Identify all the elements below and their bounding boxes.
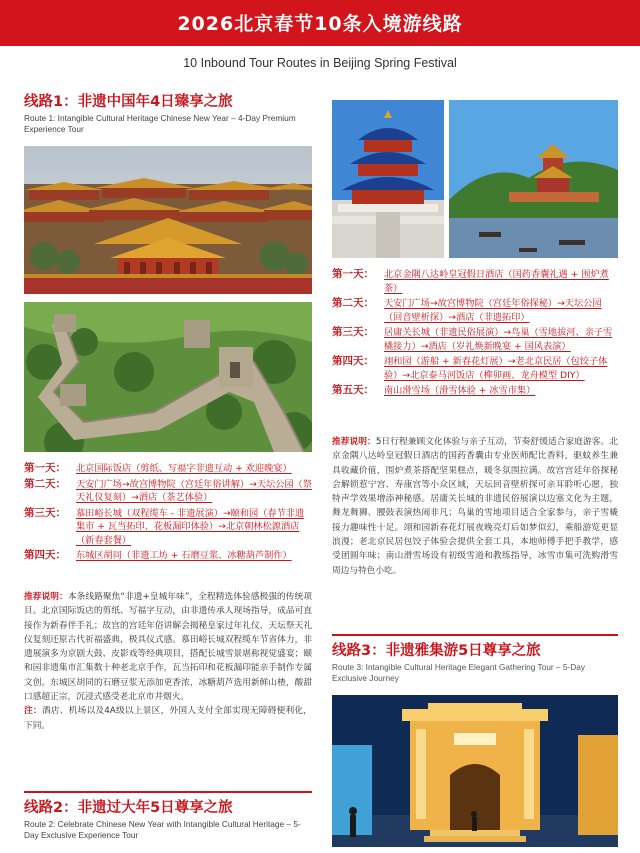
day-route: 北京金隅八达岭皇冠假日酒店（国药香囊礼遇 + 围炉煮茶） [384,269,609,294]
route3-divider [332,634,618,636]
forbidden-city-photo [24,146,312,294]
recommendation-label: 推荐说明： [24,592,68,602]
day-label: 第三天： [332,326,374,338]
day-label: 第一天： [332,268,374,280]
day-label: 第五天： [332,384,374,396]
note-label: 注： [24,706,42,717]
route1-subtitle: Route 1: Intangible Cultural Heritage Chinese New Year – 4-Day Premium Experience Tour [24,113,296,134]
day-label: 第一天： [24,462,66,474]
route2-heading [24,798,312,841]
day-label: 第二天： [24,477,66,490]
route2-day-1 [332,268,618,295]
route2-day-4 [332,355,618,382]
route1-day-1 [24,462,312,476]
recommendation-text: 5日行程兼顾文化体验与亲子互动，节奏舒缓适合家庭游客。北京金隅八达岭皇冠假日酒店的国药香囊由专业医师配比香料，驱蚊养生兼具收藏价值，围炉煮茶搭配坚果糕点，暖冬氛围拉满。故宫宫廷年俗探秘会解锁惹宁宫、寿康宫等小众区域，天坛回音壁析探可亲耳聆听心愿，独特声学效果增添神秘感。居庸关长城的非遗民俗展演以边塞文化为主题，舞龙舞狮、腰鼓表演热闹非凡；鸟巢的雪地项目适合全家参与，亲子雪橇接力趣味性十足。翊和园新春花灯展夜晚亮灯后如梦似幻，乘船游览更显浪漫；老北京民居包饺子体验会提供全套工具，本地师傅手把手教学，感受团圆年味；南山滑雪场设有初级雪道和教练指导，冰雪市集可洗购滑雪周边与特色小吃。 [332,437,619,576]
temple-icon [332,100,444,258]
route1-itinerary [24,462,312,565]
day-route: 东城区胡同（非遗工坊 + 石磨豆浆、冰糖葫芦制作） [76,550,292,561]
lake-palace-icon [449,100,618,258]
palace-roofs-icon [24,146,312,294]
great-wall-photo [24,302,312,452]
route2-itinerary [332,268,618,400]
route2-day-3 [332,326,618,353]
recommendation-text: 本条线路聚焦“非遗+皇城年味”，全程精选体验感极强的传统项目。北京国际饭店的剪纸、写福字互动，由非遗传承人现场指导，成品可直接作为新春伴手礼；故宫的宫廷年俗讲解会揭秘皇家过年礼仪，天坛祭天礼仪复刻还原古代祈福盛典，极具仪式感。慕田峪长城双程缆车节省体力，非遗展演多为京剧大鼓、皮影戏等经典项目，搭配长城雪景堪称视觉盛宴；颐和园非遗集市汇集数十种老北京手作，瓦当拓印和花板漏印能亲手制作专属文创。东城区胡同的石磨豆浆无添加更香浓，冰糖葫芦选用新鲜山楂，酸甜口感超正宗，沉浸式感受老北京市井烟火。 [24,592,313,703]
route1-day-2 [24,478,312,505]
route1-title: 线路1：非遗中国年4日臻享之旅 [24,94,233,110]
day-route: 慕田峪长城（双程缆车 - 非遗展演）→颐和园（春节非遗集市 + 瓦当拓印、花板漏印体验）→北京朝林松源酒店（新春套餐） [76,507,305,546]
day-route: 居庸关长城（非遗民俗展演）→鸟巢（雪地拔河、亲子雪橇接力）→酒店（岁礼焕新晚宴 + 国风表演） [384,327,613,352]
day-label: 第三天： [24,506,66,519]
recommendation-label: 推荐说明： [332,437,376,447]
day-label: 第四天： [24,549,66,561]
route2-recommendation [332,435,618,578]
route1-heading [24,92,312,135]
day-route: 南山滑雪场（滑雪体验 + 冰雪市集） [384,385,536,396]
great-wall-icon [24,302,312,452]
route1-day-3 [24,507,312,548]
route2-title: 线路2：非遗过大年5日尊享之旅 [24,800,233,816]
route2-subtitle: Route 2: Celebrate Chinese New Year with Intangible Cultural Heritage – 5-Day Exclusive Experience Tour [24,819,301,840]
day-route: 翊和园（游船 + 新春花灯展）→老北京民居（包饺子体验）→北京泰马河饭店（榫卯画、龙舟模型 DIY） [384,356,608,381]
route2-day-5 [332,384,618,398]
day-label: 第二天： [332,297,374,309]
route2-day-2 [332,297,618,324]
ice-sculpture-icon [332,695,618,847]
route1-day-4 [24,549,312,563]
day-route: 天安门广场→故宫博物院（宫廷年俗探秘）→天坛公园（回音壁析探）→酒店（非遗拓印） [384,298,602,323]
summer-palace-photo [449,100,618,258]
day-route: 天安门广场→故宫博物院（宫廷年俗讲解）→天坛公园（祭天礼仪复刻）→酒店（茶艺体验） [76,478,312,503]
ice-lantern-photo [332,695,618,847]
route3-title: 线路3：非遗雅集游5日尊享之旅 [332,643,541,659]
route1-recommendation [24,590,312,733]
page-subtitle: 10 Inbound Tour Routes in Beijing Spring Festival [183,56,457,70]
day-label: 第四天： [332,355,374,367]
note-text: 酒店、机场以及4A级以上景区，外国人支付全部实现无障碍便利化，下同。 [24,706,312,731]
route3-heading [332,641,618,684]
route2-divider [24,791,312,793]
route3-subtitle: Route 3: Intangible Cultural Heritage Elegant Gathering Tour – 5-Day Exclusive Journey [332,662,586,683]
temple-of-heaven-photo [332,100,444,258]
day-route: 北京国际饭店（剪纸、写福字非遗互动 + 欢迎晚宴） [76,463,292,474]
page-title: 2026北京春节10条入境游线路 [177,13,463,35]
